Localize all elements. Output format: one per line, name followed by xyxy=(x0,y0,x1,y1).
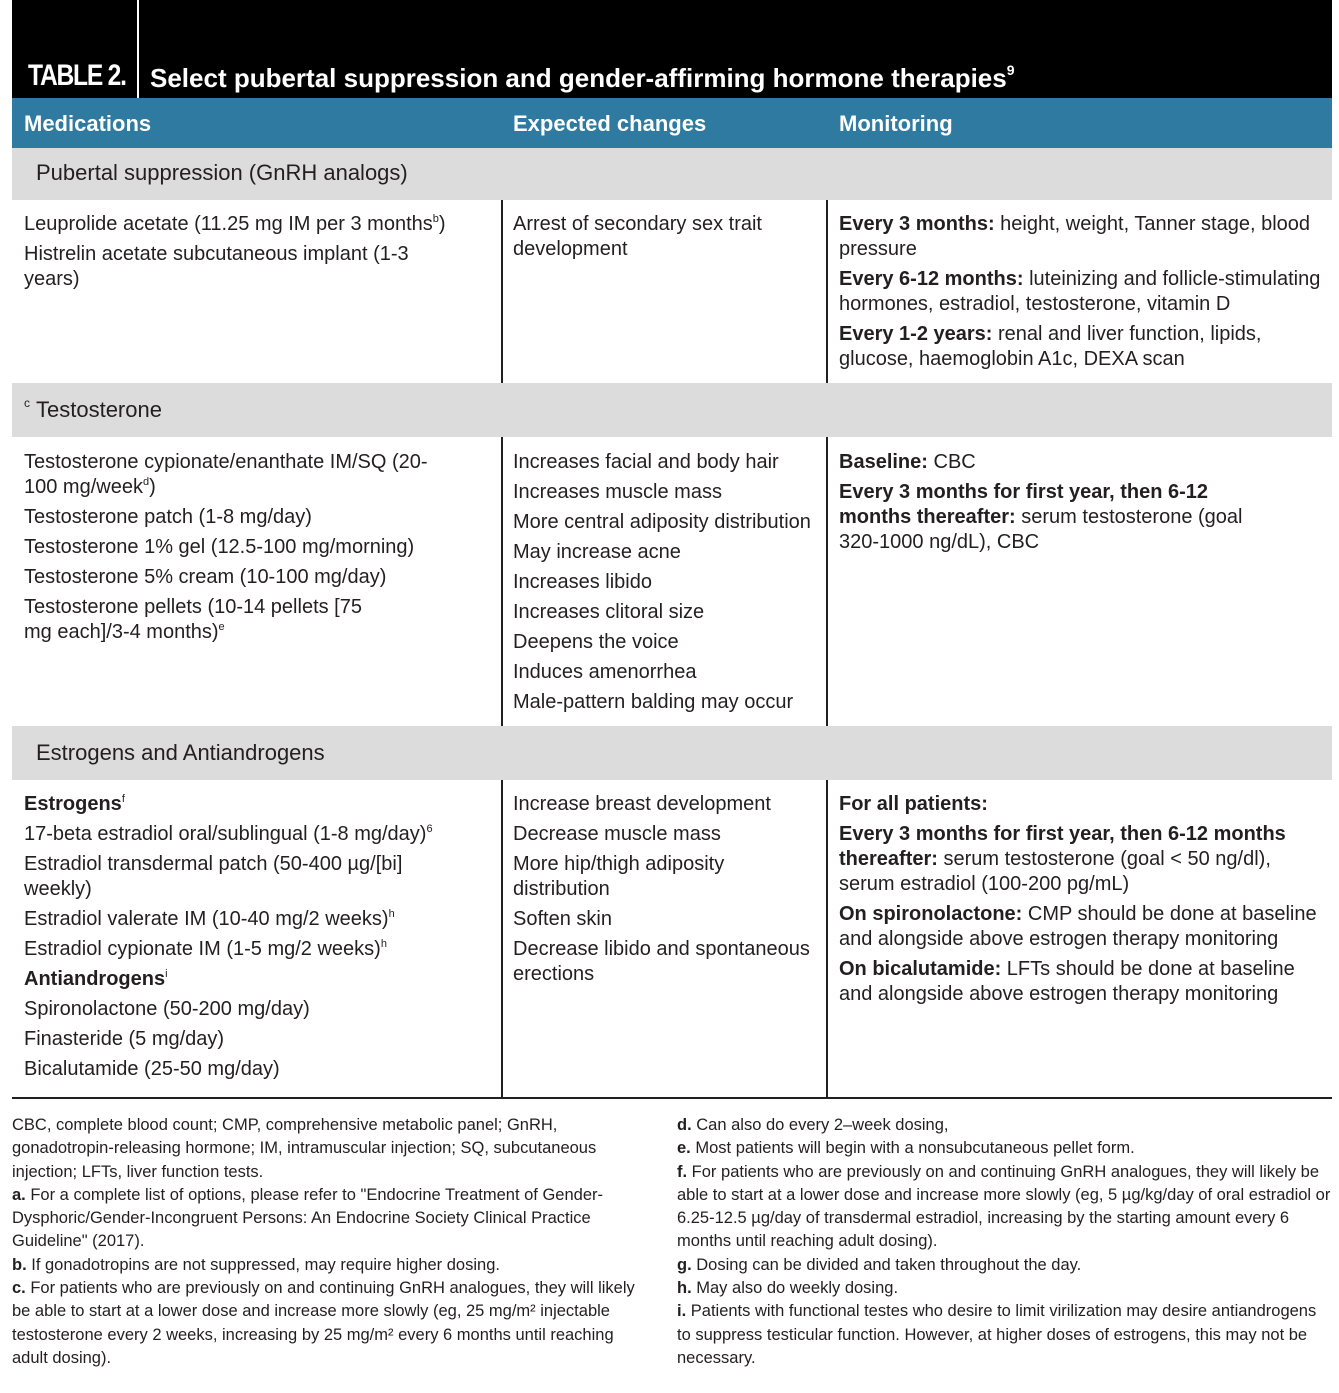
medication-item: Estradiol transdermal patch (50-400 µg/[bi] weekly) xyxy=(24,853,403,900)
table-bottom-rule xyxy=(12,1097,1332,1099)
expected-change-item: Increases facial and body hair xyxy=(513,451,779,473)
medication-item: Spironolactone (50-200 mg/day) xyxy=(24,998,310,1020)
medications-cell-estrogens xyxy=(24,792,494,1087)
expected-change-item: Soften skin xyxy=(513,908,612,930)
footnotes-left xyxy=(12,1114,652,1370)
medication-item: Testosterone cypionate/enanthate IM/SQ (20-100 mg/week$^d$) xyxy=(24,451,428,498)
footnote-i: i. Patients with functional testes who desire to limit virilization may desire antiandrogens to suppress testicular function. However, at higher doses of estrogens, this may not be necessary. xyxy=(677,1302,1317,1367)
section-heading-pubertal-suppression: Pubertal suppression (GnRH analogs) xyxy=(12,148,1332,200)
title-divider xyxy=(137,0,139,98)
monitoring-item: Every 3 months for first year, then 6-12 months thereafter: serum testosterone (goal 320-1000 ng/dL), CBC xyxy=(839,481,1243,553)
expected-change-item: Deepens the voice xyxy=(513,631,679,653)
column-divider xyxy=(501,200,503,383)
footnote-f: f. For patients who are previously on and continuing GnRH analogues, they will likely be able to start at a lower dose and increase more slowly (eg, 5 µg/kg/day of oral estradiol or 6.25-12.5 µg/day of transdermal estradiol, increasing by the starting amount every 6 months until reaching adult dosing). xyxy=(677,1162,1331,1251)
monitoring-cell-testosterone xyxy=(839,450,1324,560)
column-divider xyxy=(501,437,503,726)
monitoring-item: Every 1-2 years: renal and liver function, lipids, glucose, haemoglobin A1c, DEXA scan xyxy=(839,323,1262,370)
medication-item: Testosterone 1% gel (12.5-100 mg/morning) xyxy=(24,536,415,558)
table-title-bar xyxy=(12,0,1332,98)
expected-change-item: Male-pattern balding may occur xyxy=(513,691,794,713)
monitoring-item: Every 6-12 months: luteinizing and follicle-stimulating hormones, estradiol, testosterone, vitamin D xyxy=(839,268,1321,315)
expected-change-item: More central adiposity distribution xyxy=(513,511,811,533)
expected-change-item: Decrease libido and spontaneous erections xyxy=(513,938,810,985)
estrogens-subheading: Estrogens$^f$ xyxy=(24,793,125,815)
expected-change-item: Decrease muscle mass xyxy=(513,823,721,845)
expected-change-item: May increase acne xyxy=(513,541,681,563)
monitoring-item: On spironolactone: CMP should be done at baseline and alongside above estrogen therapy monitoring xyxy=(839,903,1317,950)
medication-item: Estradiol valerate IM (10-40 mg/2 weeks)$^h$ xyxy=(24,908,395,930)
medication-item: 17-beta estradiol oral/sublingual (1-8 mg/day)$^6$ xyxy=(24,823,433,845)
expected-change-item: Induces amenorrhea xyxy=(513,661,697,683)
column-divider xyxy=(501,780,503,1098)
expected-change-item: Arrest of secondary sex trait development xyxy=(513,213,762,260)
footnote-d: d. Can also do every 2–week dosing, xyxy=(677,1116,949,1134)
medication-item: Estradiol cypionate IM (1-5 mg/2 weeks)$^h$ xyxy=(24,938,387,960)
monitoring-item: Every 3 months: height, weight, Tanner stage, blood pressure xyxy=(839,213,1311,260)
expected-changes-cell-testosterone xyxy=(513,450,818,720)
expected-change-item: Increase breast development xyxy=(513,793,771,815)
column-header-medications: Medications xyxy=(24,111,152,136)
monitoring-cell-pubertal xyxy=(839,212,1324,377)
column-header-monitoring: Monitoring xyxy=(839,111,953,136)
table-number: TABLE 2. xyxy=(28,59,126,92)
monitoring-item: Every 3 months for first year, then 6-12 months thereafter: serum testosterone (goal < 50 ng/dl), serum estradiol (100-200 pg/mL) xyxy=(839,823,1286,895)
footnote-b: b. If gonadotropins are not suppressed, may require higher dosing. xyxy=(12,1255,500,1274)
section-heading-testosterone xyxy=(12,383,1332,437)
monitoring-item: For all patients: xyxy=(839,793,988,815)
column-header-expected-changes: Expected changes xyxy=(513,111,707,136)
medication-item: Testosterone patch (1-8 mg/day) xyxy=(24,506,312,528)
medication-item: Testosterone 5% cream (10-100 mg/day) xyxy=(24,566,387,588)
monitoring-cell-estrogens xyxy=(839,792,1324,1012)
footnote-e: e. Most patients will begin with a nonsubcutaneous pellet form. xyxy=(677,1139,1135,1158)
footnote-c: c. For patients who are previously on and continuing GnRH analogues, they will likely be able to start at a lower dose and increase more slowly (eg, 25 mg/m² injectable testosterone every 2 weeks, increasing by 25 mg/m² every 6 months until reaching adult dosing). xyxy=(12,1279,635,1367)
monitoring-item: On bicalutamide: LFTs should be done at baseline and alongside above estrogen therapy monitoring xyxy=(839,958,1295,1005)
table-title xyxy=(150,62,1015,94)
footnote-g: g. Dosing can be divided and taken throughout the day. xyxy=(677,1255,1082,1274)
footnotes-right xyxy=(677,1114,1332,1370)
table-title-ref: 9 xyxy=(1006,62,1015,78)
expected-change-item: Increases muscle mass xyxy=(513,481,722,503)
medication-item: Testosterone pellets (10-14 pellets [75 mg each]/3-4 months)$^e$ xyxy=(24,596,362,643)
medication-item: Leuprolide acetate (11.25 mg IM per 3 months$^b$) xyxy=(24,213,446,235)
expected-change-item: Increases clitoral size xyxy=(513,601,705,623)
expected-changes-cell-estrogens xyxy=(513,792,818,992)
medications-cell-testosterone xyxy=(24,450,494,650)
medication-item: Histrelin acetate subcutaneous implant (1-3 years) xyxy=(24,243,409,290)
medication-item: Bicalutamide (25-50 mg/day) xyxy=(24,1058,280,1080)
footnote-abbreviations: CBC, complete blood count; CMP, comprehensive metabolic panel; GnRH, gonadotropin-releasing hormone; IM, intramuscular injection; SQ, subcutaneous injection; LFTs, liver function tests. xyxy=(12,1116,597,1181)
column-divider xyxy=(826,780,828,1098)
column-divider xyxy=(826,437,828,726)
table-title-text: Select pubertal suppression and gender-affirming hormone therapies xyxy=(150,63,1007,93)
expected-changes-cell-pubertal xyxy=(513,212,818,267)
expected-change-item: More hip/thigh adiposity distribution xyxy=(513,853,725,900)
medication-item: Finasteride (5 mg/day) xyxy=(24,1028,225,1050)
footnote-h: h. May also do weekly dosing. xyxy=(677,1279,899,1298)
monitoring-item: Baseline: CBC xyxy=(839,451,976,473)
column-header-row xyxy=(12,98,1332,148)
column-divider xyxy=(826,200,828,383)
expected-change-item: Increases libido xyxy=(513,571,652,593)
medications-cell-pubertal xyxy=(24,212,494,297)
footnote-a: a. For a complete list of options, please refer to "Endocrine Treatment of Gender-Dysphoric/Gender-Incongruent Persons: An Endocrine Society Clinical Practice Guideline" (2017). xyxy=(12,1185,603,1251)
antiandrogens-subheading: Antiandrogens$^i$ xyxy=(24,968,168,990)
section-title: Testosterone $^c$ xyxy=(24,396,162,422)
section-heading-estrogens: Estrogens and Antiandrogens xyxy=(12,726,1332,780)
